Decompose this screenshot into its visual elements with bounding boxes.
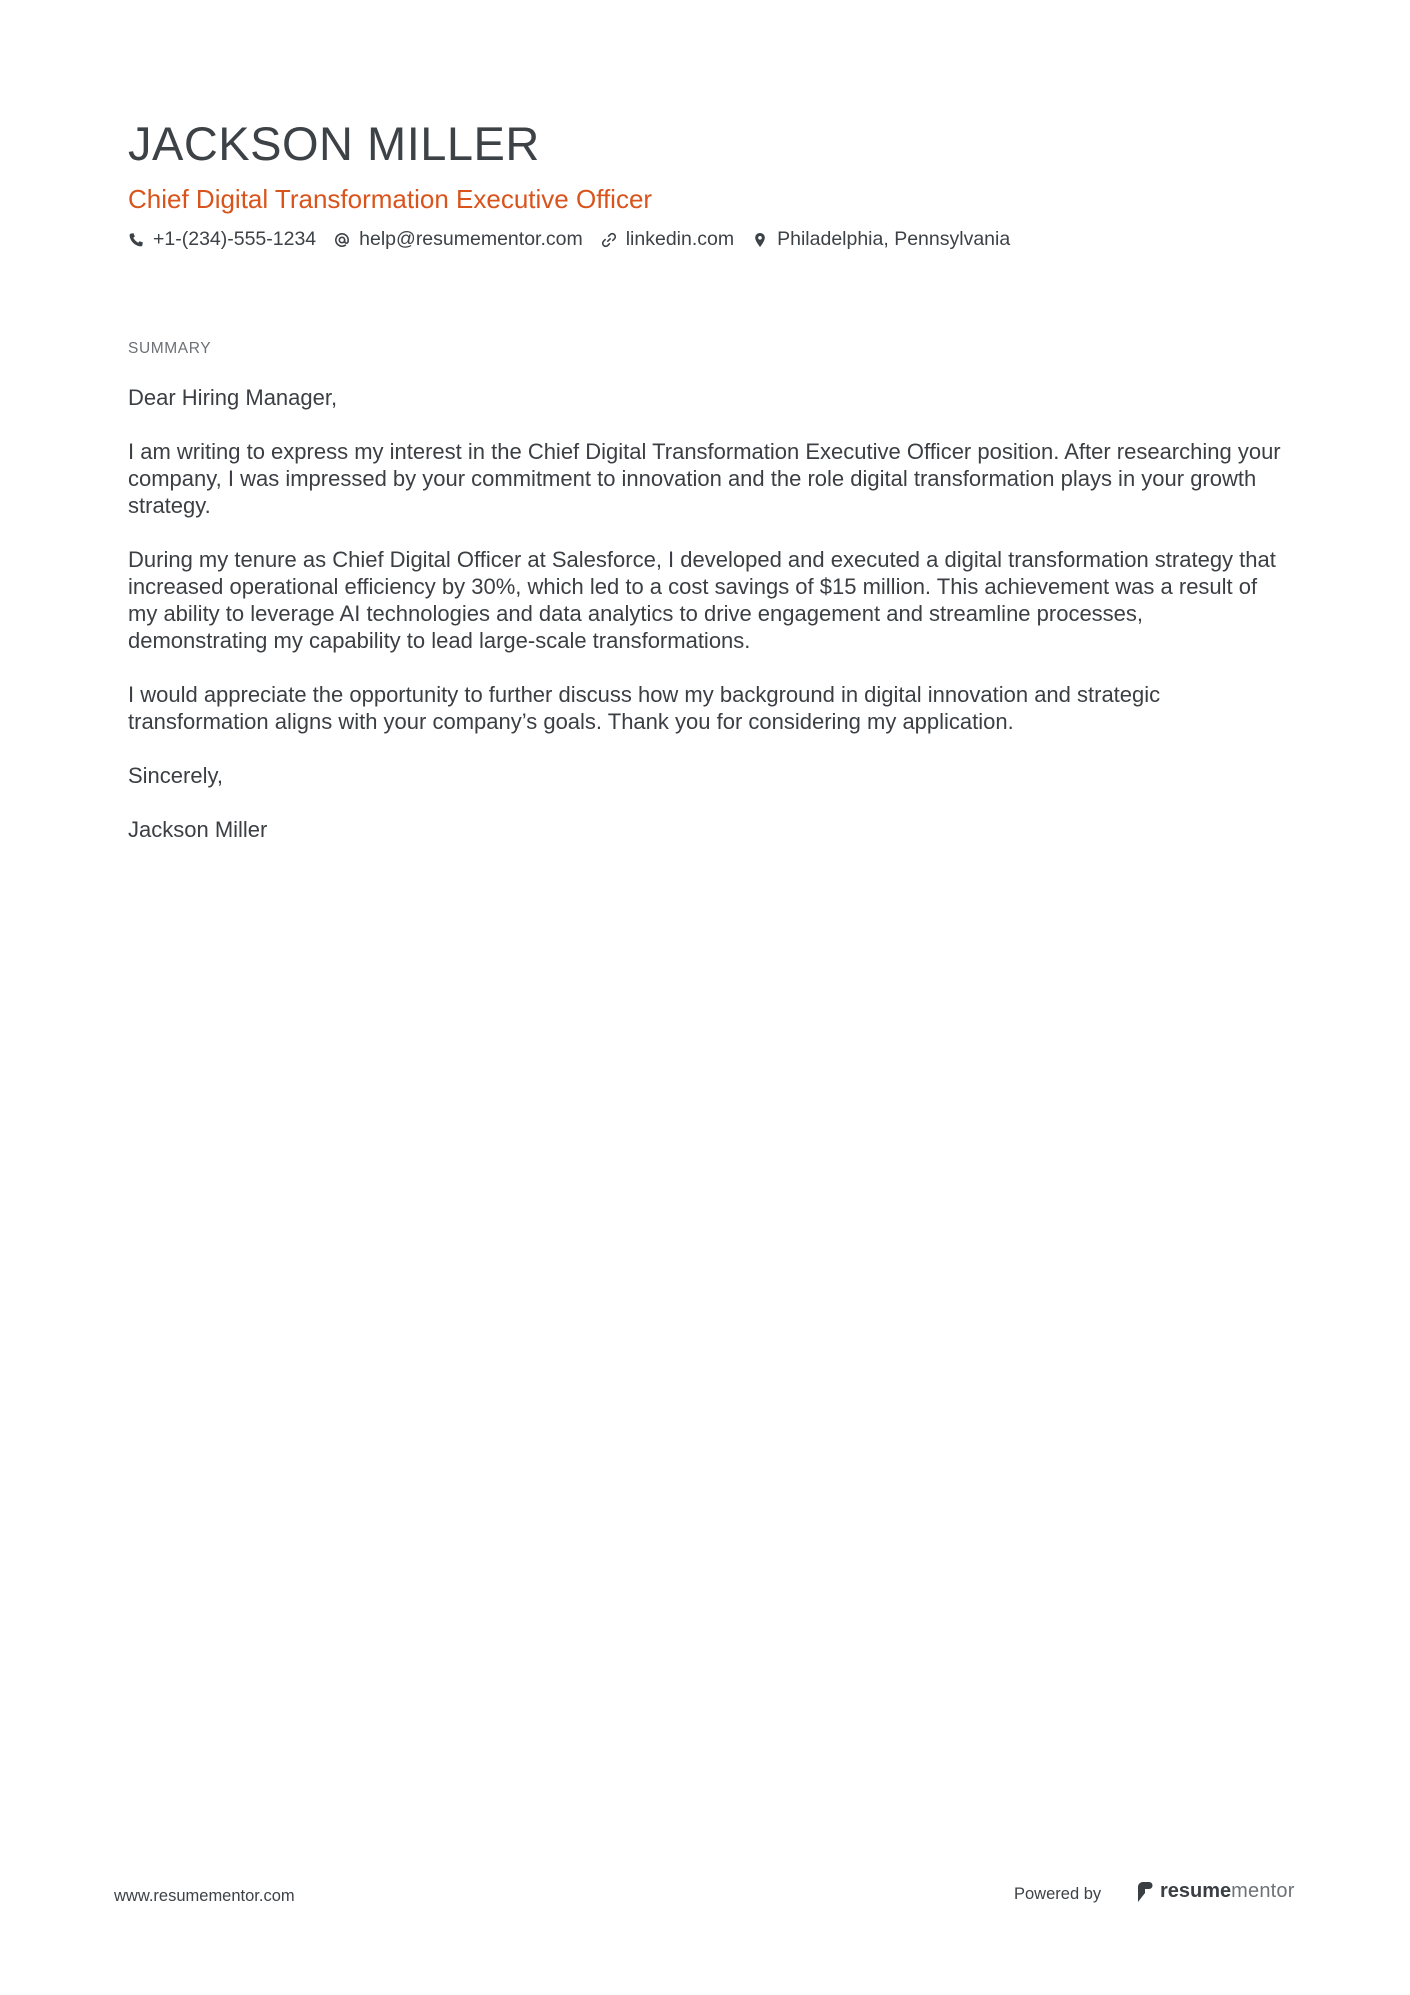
- letter-body: [128, 384, 1288, 870]
- letter-paragraph: I am writing to express my interest in the Chief Digital Transformation Executive Officer position. After researching your company, I was impressed by your commitment to innovation and the role digital transformation plays in your growth strategy.: [128, 439, 1281, 518]
- resumementor-logo-icon: [1136, 1881, 1154, 1903]
- job-title: Chief Digital Transformation Executive Officer: [128, 184, 653, 214]
- letter-paragraph: I would appreciate the opportunity to further discuss how my background in digital innovation and strategic transformation aligns with your company’s goals. Thank you for considering my application.: [128, 682, 1161, 734]
- resumementor-logo[interactable]: [1136, 1880, 1295, 1903]
- contact-email[interactable]: [334, 228, 583, 251]
- powered-by-label: Powered by: [1014, 1885, 1102, 1903]
- letter-signature: Jackson Miller: [128, 817, 268, 842]
- link-icon: [601, 232, 617, 248]
- letter-greeting: Dear Hiring Manager,: [128, 385, 338, 410]
- letter-paragraph: During my tenure as Chief Digital Officer at Salesforce, I developed and executed a digital transformation strategy that increased operational efficiency by 30%, which led to a cost savings of $15 million. This achievement was a result of my ability to leverage AI technologies and data analytics to drive engagement and streamline processes, demonstrating my capability to lead large-scale transformations.: [128, 547, 1276, 653]
- contact-linkedin[interactable]: [601, 228, 734, 251]
- contact-location: [752, 228, 1010, 251]
- contact-linkedin-text: linkedin.com: [625, 228, 735, 250]
- brand-text-light: mentor: [1231, 1880, 1295, 1902]
- contact-phone-text: +1-(234)-555-1234: [153, 228, 317, 250]
- contact-email-text: help@resumementor.com: [359, 228, 583, 250]
- section-title-summary: SUMMARY: [128, 340, 212, 357]
- at-icon: [334, 232, 350, 248]
- contact-bar: [128, 228, 1028, 251]
- letter-closing: Sincerely,: [128, 763, 223, 788]
- brand-text-bold: resume: [1160, 1880, 1232, 1902]
- phone-icon: [128, 232, 144, 248]
- footer-website-link[interactable]: www.resumementor.com: [114, 1887, 295, 1905]
- candidate-name: JACKSON MILLER: [128, 117, 540, 170]
- contact-phone[interactable]: [128, 228, 316, 251]
- contact-location-text: Philadelphia, Pennsylvania: [777, 228, 1011, 250]
- location-pin-icon: [752, 232, 768, 248]
